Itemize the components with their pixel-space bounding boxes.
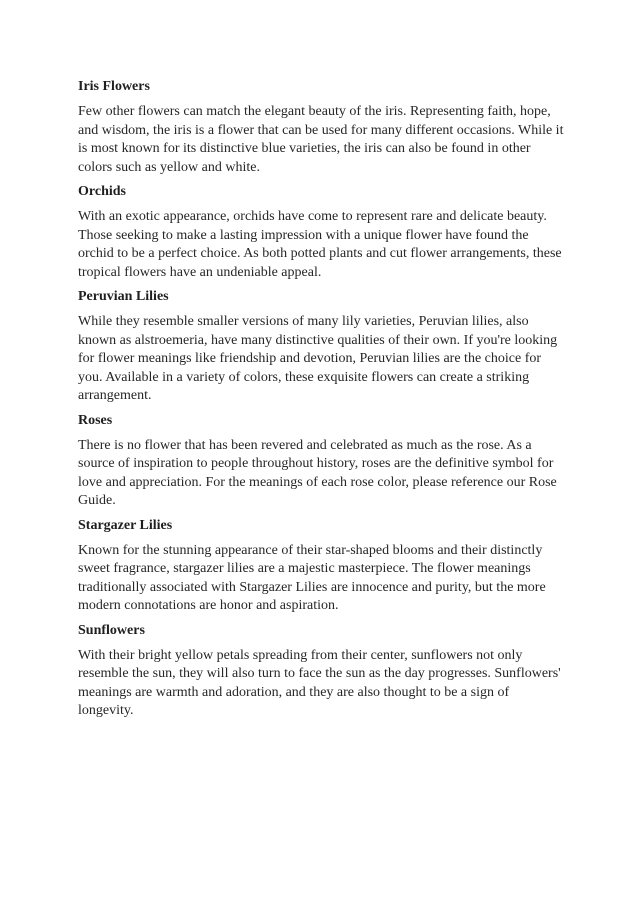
section-paragraph: Few other flowers can match the elegant beauty of the iris. Representing faith, hope, and wisdom, the iris is a flower that can be used for many different occasions. While it is most known for its distinctive blue varieties, the iris can also be found in other colors such as yellow and white. xyxy=(78,104,564,175)
section-paragraph: While they resemble smaller versions of many lily varieties, Peruvian lilies, also known as alstroemeria, have many distinctive qualities of their own. If you're looking for flower meanings like friendship and devotion, Peruvian lilies are the choice for you. Available in a variety of colors, these exquisite flowers can create a striking arrangement. xyxy=(78,314,558,403)
section-heading: Stargazer Lilies xyxy=(78,517,173,533)
document-page xyxy=(78,78,566,727)
section-roses xyxy=(78,412,566,511)
section-heading: Sunflowers xyxy=(78,622,145,638)
section-heading: Peruvian Lilies xyxy=(78,289,169,304)
section-heading: Iris Flowers xyxy=(78,79,150,94)
section-stargazer-lilies xyxy=(78,517,566,616)
section-heading: Orchids xyxy=(78,184,126,199)
section-paragraph: With their bright yellow petals spreading from their center, sunflowers not only resemble the sun, they will also turn to face the sun as the day progresses. Sunflowers' meanings are warmth and adoration, and they are also thought to be a sign of longevity. xyxy=(78,647,561,718)
section-peruvian-lilies xyxy=(78,288,566,406)
section-iris-flowers xyxy=(78,78,566,177)
section-heading: Roses xyxy=(78,412,113,428)
section-paragraph: There is no flower that has been revered and celebrated as much as the rose. As a source of inspiration to people throughout history, roses are the definitive symbol for love and appreciation. For the meanings of each rose color, please reference our Rose Guide. xyxy=(78,437,557,508)
section-paragraph: With an exotic appearance, orchids have come to represent rare and delicate beauty. Those seeking to make a lasting impression with a unique flower have found the orchid to be a perfect choice. As both potted plants and cut flower arrangements, these tropical flowers have an undeniable appeal. xyxy=(78,209,562,280)
section-orchids xyxy=(78,183,566,282)
section-paragraph: Known for the stunning appearance of their star-shaped blooms and their distinctly sweet fragrance, stargazer lilies are a majestic masterpiece. The flower meanings traditionally associated with Stargazer Lilies are innocence and purity, but the more modern connotations are honor and aspiration. xyxy=(78,542,546,613)
section-sunflowers xyxy=(78,622,566,721)
